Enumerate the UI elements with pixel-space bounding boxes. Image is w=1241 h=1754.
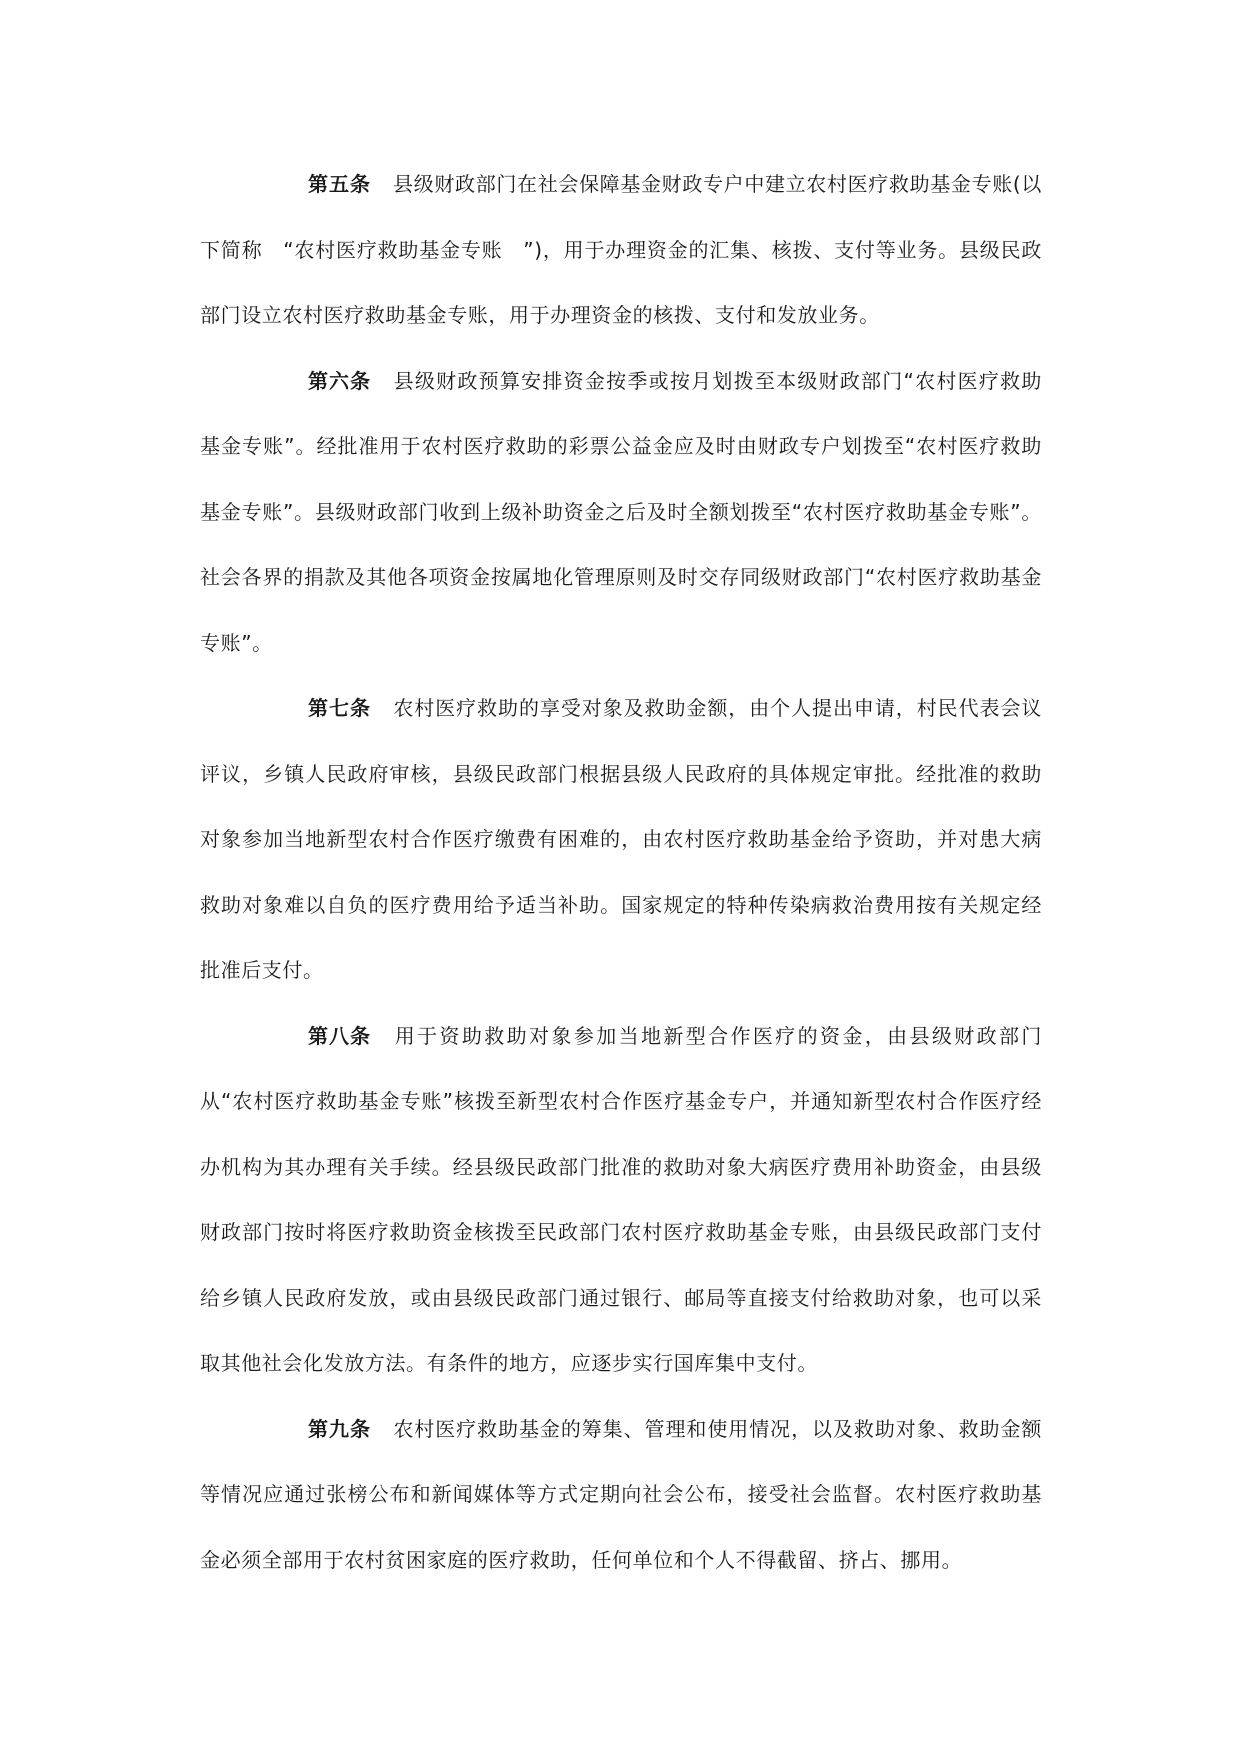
article-text: 农村医疗救助的享受对象及救助金额，由个人提出申请，村民代表会议评议，乡镇人民政府审核，县级民政部门根据县级人民政府的具体规定审批。经批准的救助对象参加当地新型农村合作医疗缴费有困难的，由农村医疗救助基金给予资助，并对患大病救助对象难以自负的医疗费用给予适当补助。国家规定的特种传染病救治费用按有关规定经批准后支付。	[200, 696, 1042, 982]
article-heading: 第八条	[308, 1023, 371, 1048]
article-8	[200, 1004, 1042, 1397]
document-body	[200, 152, 1042, 1593]
article-5	[200, 152, 1042, 349]
article-text: 用于资助救助对象参加当地新型合作医疗的资金，由县级财政部门从“农村医疗救助基金专账”核拨至新型农村合作医疗基金专户，并通知新型农村合作医疗经办机构为其办理有关手续。经县级民政部门批准的救助对象大病医疗费用补助资金，由县级财政部门按时将医疗救助资金核拨至民政部门农村医疗救助基金专账，由县级民政部门支付给乡镇人民政府发放，或由县级民政部门通过银行、邮局等直接支付给救助对象，也可以采取其他社会化发放方法。有条件的地方，应逐步实行国库集中支付。	[200, 1023, 1042, 1375]
article-text: 县级财政预算安排资金按季或按月划拨至本级财政部门“农村医疗救助基金专账”。经批准用于农村医疗救助的彩票公益金应及时由财政专户划拨至“农村医疗救助基金专账”。县级财政部门收到上级补助资金之后及时全额划拨至“农村医疗救助基金专账”。社会各界的捐款及其他各项资金按属地化管理原则及时交存同级财政部门“农村医疗救助基金专账”。	[200, 368, 1042, 655]
article-text: 县级财政部门在社会保障基金财政专户中建立农村医疗救助基金专账(以下简称 “农村医疗救助基金专账 ”)，用于办理资金的汇集、核拨、支付等业务。县级民政部门设立农村医疗救助基金专账，用于办理资金的核拨、支付和发放业务。	[200, 172, 1042, 327]
article-heading: 第六条	[308, 368, 371, 393]
article-heading: 第五条	[308, 172, 371, 196]
article-6	[200, 349, 1042, 677]
article-text: 农村医疗救助基金的筹集、管理和使用情况，以及救助对象、救助金额等情况应通过张榜公布和新闻媒体等方式定期向社会公布，接受社会监督。农村医疗救助基金必须全部用于农村贫困家庭的医疗救助，任何单位和个人不得截留、挤占、挪用。	[200, 1416, 1042, 1572]
article-heading: 第九条	[308, 1416, 371, 1441]
article-heading: 第七条	[308, 696, 371, 720]
article-9	[200, 1397, 1042, 1594]
article-7	[200, 676, 1042, 1004]
